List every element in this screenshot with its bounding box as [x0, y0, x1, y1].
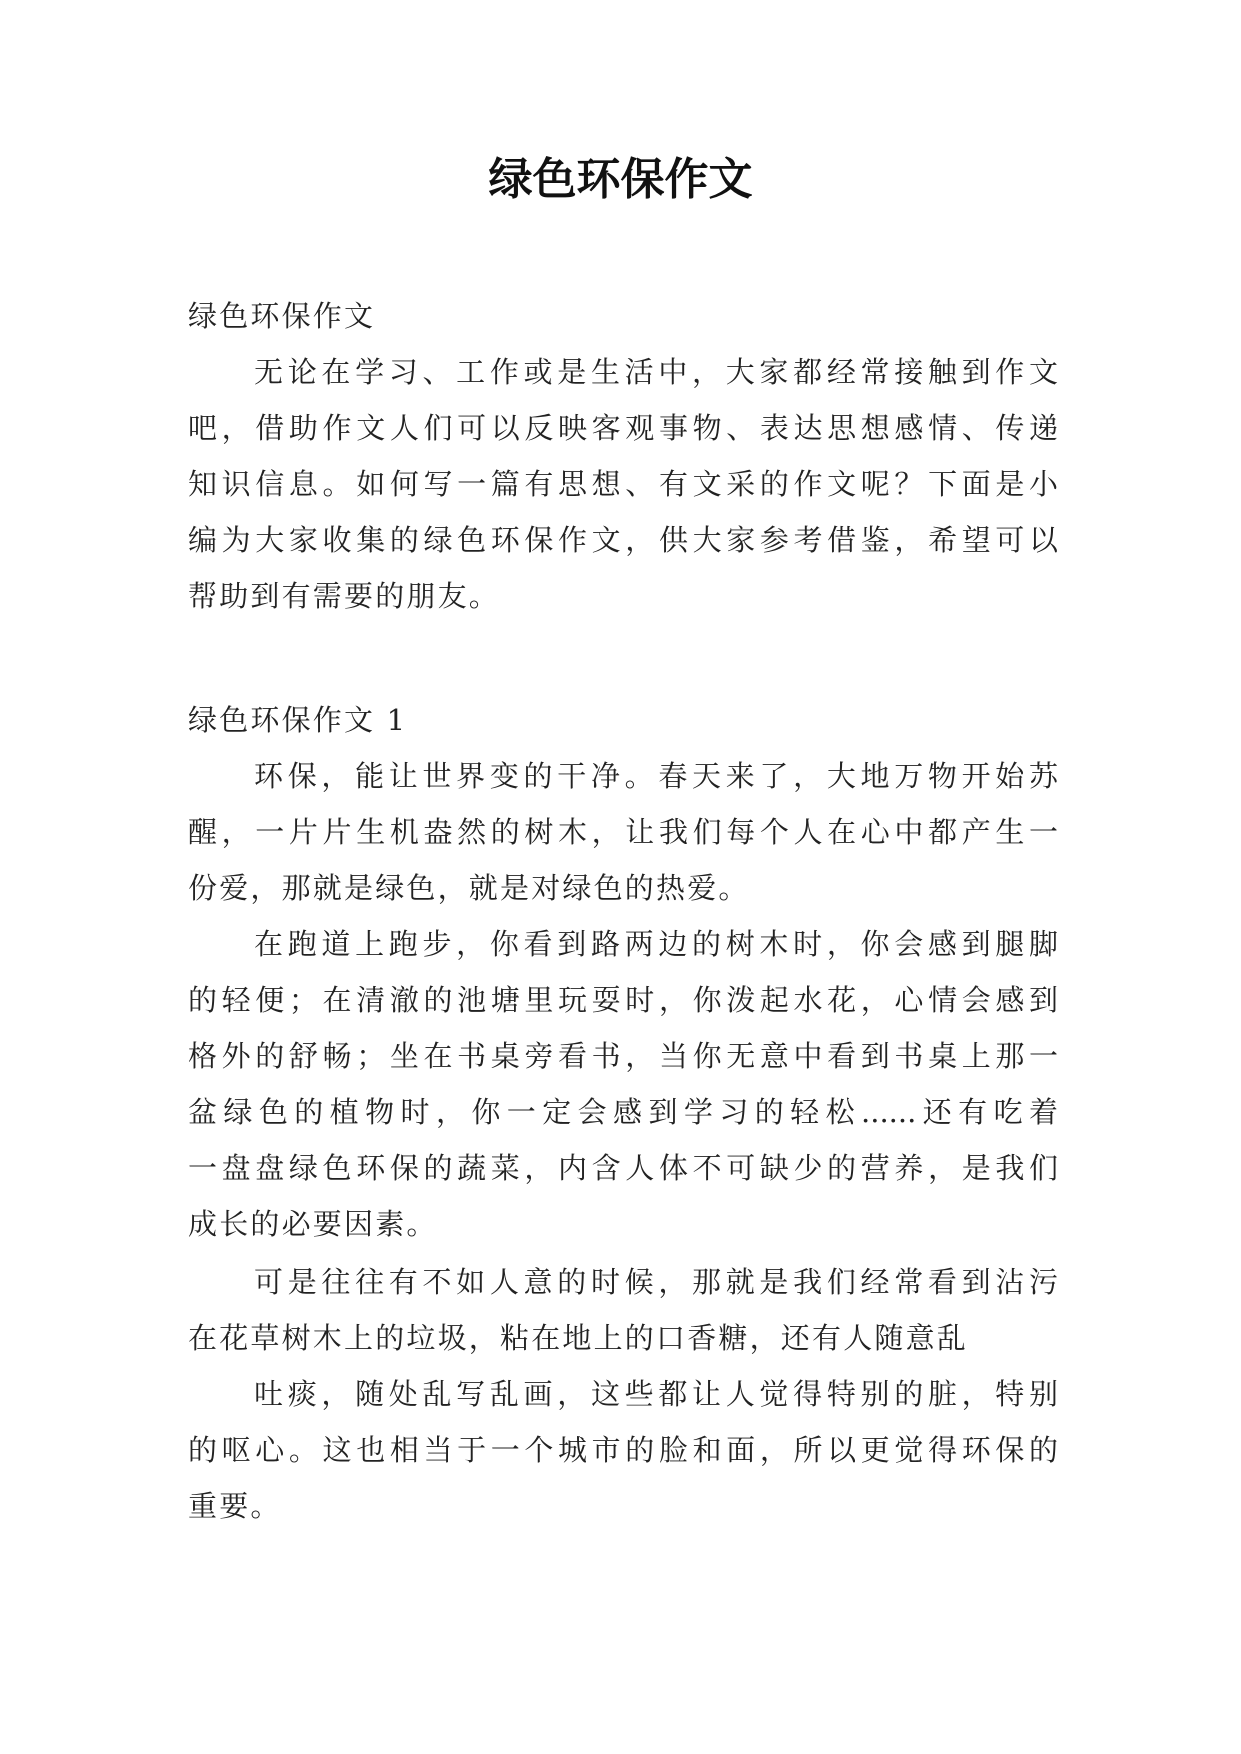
essay1-line: 的呕心。这也相当于一个城市的脸和面，所以更觉得环保的: [188, 1433, 1058, 1467]
essay1-line: 在花草树木上的垃圾，粘在地上的口香糖，还有人随意乱: [188, 1321, 969, 1355]
essay1-line: 份爱，那就是绿色，就是对绿色的热爱。: [188, 871, 750, 905]
intro-line: 吧，借助作文人们可以反映客观事物、表达思想感情、传递: [188, 411, 1058, 445]
essay1-line: 的轻便；在清澈的池塘里玩耍时，你泼起水花，心情会感到: [188, 983, 1058, 1017]
essay1-line: 一盘盘绿色环保的蔬菜，内含人体不可缺少的营养，是我们: [188, 1151, 1058, 1185]
essay1-heading: 绿色环保作文 1: [188, 703, 408, 737]
intro-heading: 绿色环保作文: [188, 299, 376, 333]
essay1-line: 环保，能让世界变的干净。春天来了，大地万物开始苏: [254, 759, 1058, 793]
document-title: 绿色环保作文: [488, 154, 753, 205]
essay1-line: 重要。: [188, 1489, 282, 1523]
essay1-line: 盆绿色的植物时，你一定会感到学习的轻松......还有吃着: [188, 1095, 1058, 1129]
intro-line: 知识信息。如何写一篇有思想、有文采的作文呢？下面是小: [188, 467, 1058, 501]
essay1-line: 可是往往有不如人意的时候，那就是我们经常看到沾污: [254, 1265, 1058, 1299]
intro-line: 无论在学习、工作或是生活中，大家都经常接触到作文: [254, 355, 1058, 389]
intro-line: 帮助到有需要的朋友。: [188, 579, 501, 613]
essay1-line: 在跑道上跑步，你看到路两边的树木时，你会感到腿脚: [254, 927, 1058, 961]
essay1-line: 格外的舒畅；坐在书桌旁看书，当你无意中看到书桌上那一: [188, 1039, 1058, 1073]
essay1-line: 醒，一片片生机盎然的树木，让我们每个人在心中都产生一: [188, 815, 1058, 849]
essay1-line: 吐痰，随处乱写乱画，这些都让人觉得特别的脏，特别: [254, 1377, 1058, 1411]
intro-line: 编为大家收集的绿色环保作文，供大家参考借鉴，希望可以: [188, 523, 1058, 557]
essay1-line: 成长的必要因素。: [188, 1207, 438, 1241]
